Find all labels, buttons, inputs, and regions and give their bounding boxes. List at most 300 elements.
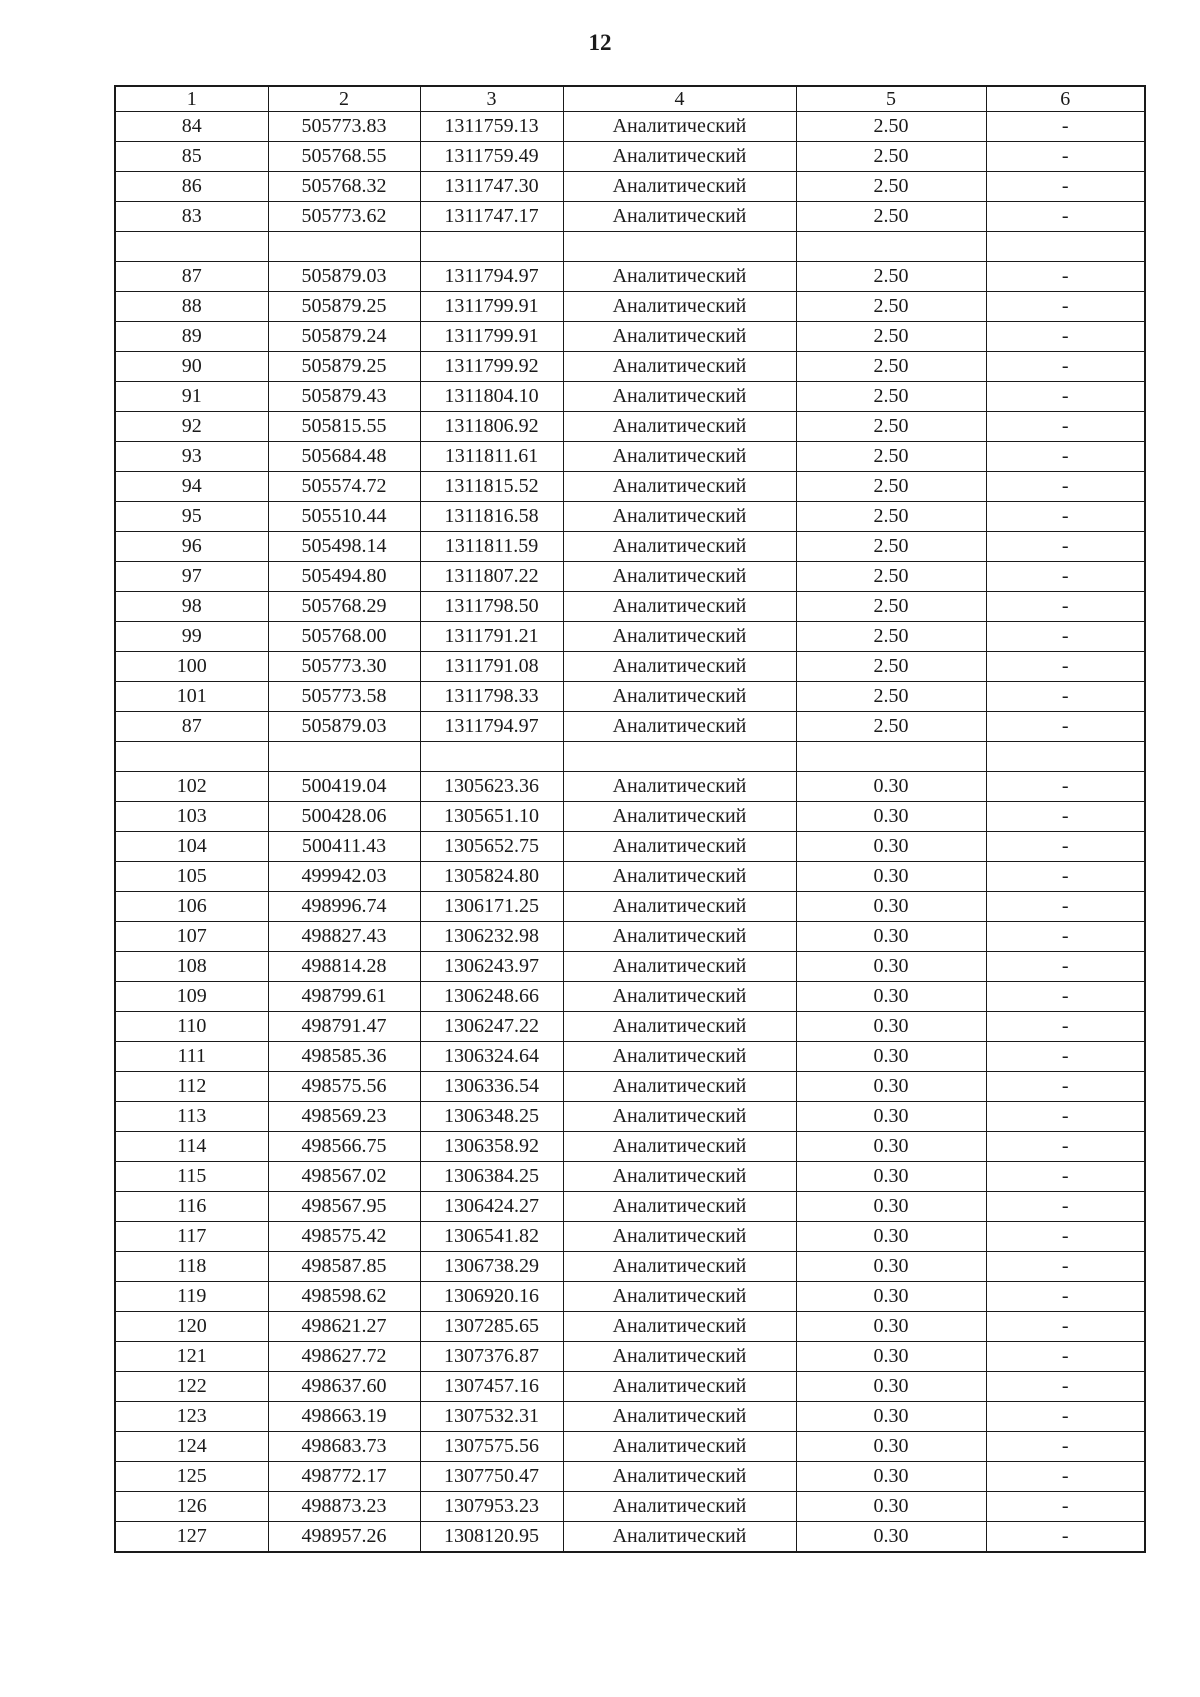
table-row (115, 982, 1145, 1012)
table-cell: 1311791.08 (420, 652, 563, 682)
table-cell: 498598.62 (268, 1282, 420, 1312)
table-cell: 505879.25 (268, 292, 420, 322)
table-cell: 1306358.92 (420, 1132, 563, 1162)
table-cell: - (986, 1012, 1145, 1042)
table-row (115, 1192, 1145, 1222)
table-cell: Аналитический (563, 1492, 796, 1522)
column-header: 3 (420, 86, 563, 112)
table-cell: - (986, 1492, 1145, 1522)
table-row (115, 172, 1145, 202)
table-cell: 0.30 (796, 982, 986, 1012)
table-cell: - (986, 532, 1145, 562)
table-cell: 498627.72 (268, 1342, 420, 1372)
table-cell: 498637.60 (268, 1372, 420, 1402)
table-cell: 86 (115, 172, 268, 202)
table-cell: 118 (115, 1252, 268, 1282)
table-cell: 95 (115, 502, 268, 532)
table-row (115, 712, 1145, 742)
table-cell: 0.30 (796, 892, 986, 922)
table-cell: 0.30 (796, 772, 986, 802)
table-cell: Аналитический (563, 622, 796, 652)
table-cell: 1311798.33 (420, 682, 563, 712)
table-cell: 108 (115, 952, 268, 982)
table-cell: 2.50 (796, 352, 986, 382)
table-cell: Аналитический (563, 892, 796, 922)
table-cell: 1311807.22 (420, 562, 563, 592)
table-cell: 505879.03 (268, 262, 420, 292)
table-cell: - (986, 832, 1145, 862)
table-row (115, 382, 1145, 412)
table-row (115, 262, 1145, 292)
table-cell: 1311806.92 (420, 412, 563, 442)
table-cell: Аналитический (563, 832, 796, 862)
table-cell: 1311799.91 (420, 292, 563, 322)
table-cell: 90 (115, 352, 268, 382)
table-cell: Аналитический (563, 862, 796, 892)
table-cell: 119 (115, 1282, 268, 1312)
table-cell: 93 (115, 442, 268, 472)
table-cell: - (986, 352, 1145, 382)
table-cell: - (986, 472, 1145, 502)
table-row (115, 802, 1145, 832)
table-cell: - (986, 802, 1145, 832)
table-cell: 498587.85 (268, 1252, 420, 1282)
table-cell: 1306541.82 (420, 1222, 563, 1252)
table-cell: 2.50 (796, 202, 986, 232)
table-cell: 0.30 (796, 1312, 986, 1342)
table-cell: 1306384.25 (420, 1162, 563, 1192)
table-cell: Аналитический (563, 1312, 796, 1342)
table-cell (563, 742, 796, 772)
table-cell: 1306738.29 (420, 1252, 563, 1282)
table-cell: 1311798.50 (420, 592, 563, 622)
table-row (115, 292, 1145, 322)
table-cell: - (986, 772, 1145, 802)
table-cell: 91 (115, 382, 268, 412)
table-cell: Аналитический (563, 442, 796, 472)
table-cell: 2.50 (796, 472, 986, 502)
column-header: 4 (563, 86, 796, 112)
table-row (115, 202, 1145, 232)
table-cell: Аналитический (563, 1252, 796, 1282)
table-cell: 0.30 (796, 1402, 986, 1432)
table-cell: 1311815.52 (420, 472, 563, 502)
table-cell: 111 (115, 1042, 268, 1072)
table-cell (115, 232, 268, 262)
table-cell: - (986, 1432, 1145, 1462)
table-cell: 505879.25 (268, 352, 420, 382)
table-cell: Аналитический (563, 712, 796, 742)
table-cell: 0.30 (796, 1282, 986, 1312)
table-cell: - (986, 1102, 1145, 1132)
table-cell: 1311799.91 (420, 322, 563, 352)
table-cell: 127 (115, 1522, 268, 1553)
table-cell: 498663.19 (268, 1402, 420, 1432)
table-cell: 1311799.92 (420, 352, 563, 382)
table-row (115, 1372, 1145, 1402)
table-cell (986, 742, 1145, 772)
table-header-row (115, 86, 1145, 112)
table-cell: 1306171.25 (420, 892, 563, 922)
table-cell: 1305623.36 (420, 772, 563, 802)
table-cell: 89 (115, 322, 268, 352)
table-row (115, 652, 1145, 682)
table-cell: 498791.47 (268, 1012, 420, 1042)
table-cell: 2.50 (796, 652, 986, 682)
table-row (115, 1522, 1145, 1553)
table-cell: 113 (115, 1102, 268, 1132)
table-cell: - (986, 442, 1145, 472)
table-cell: Аналитический (563, 682, 796, 712)
table-cell: 114 (115, 1132, 268, 1162)
table-cell: 1306920.16 (420, 1282, 563, 1312)
table-cell: 122 (115, 1372, 268, 1402)
table-cell: Аналитический (563, 472, 796, 502)
table-cell: 1307457.16 (420, 1372, 563, 1402)
table-cell: 505768.00 (268, 622, 420, 652)
table-cell: 498569.23 (268, 1102, 420, 1132)
table-cell: 2.50 (796, 412, 986, 442)
table-row (115, 862, 1145, 892)
table-cell: - (986, 922, 1145, 952)
table-cell: 500411.43 (268, 832, 420, 862)
table-cell: Аналитический (563, 1192, 796, 1222)
column-header: 5 (796, 86, 986, 112)
table-cell: 1306243.97 (420, 952, 563, 982)
table-row (115, 682, 1145, 712)
table-cell: 505773.62 (268, 202, 420, 232)
table-cell: 498799.61 (268, 982, 420, 1012)
table-row (115, 1462, 1145, 1492)
table-cell: 102 (115, 772, 268, 802)
table-cell: - (986, 652, 1145, 682)
table-cell: - (986, 892, 1145, 922)
table-cell: - (986, 262, 1145, 292)
table-cell: - (986, 502, 1145, 532)
table-cell: - (986, 112, 1145, 142)
table-cell: Аналитический (563, 382, 796, 412)
table-cell: 0.30 (796, 1162, 986, 1192)
table-cell: 505768.32 (268, 172, 420, 202)
table-cell: Аналитический (563, 562, 796, 592)
table-cell: - (986, 1222, 1145, 1252)
table-cell: 87 (115, 712, 268, 742)
table-row (115, 1252, 1145, 1282)
table-cell: Аналитический (563, 112, 796, 142)
table-row (115, 1042, 1145, 1072)
table-cell: 505498.14 (268, 532, 420, 562)
table-cell: 0.30 (796, 862, 986, 892)
table-cell: 1306336.54 (420, 1072, 563, 1102)
table-cell: 2.50 (796, 322, 986, 352)
table-row (115, 1102, 1145, 1132)
table-cell: 1311759.13 (420, 112, 563, 142)
table-cell: Аналитический (563, 172, 796, 202)
table-row (115, 1282, 1145, 1312)
table-row (115, 922, 1145, 952)
table-cell: 2.50 (796, 562, 986, 592)
table-cell (268, 742, 420, 772)
table-cell: 498585.36 (268, 1042, 420, 1072)
table-cell: - (986, 1072, 1145, 1102)
table-cell: 123 (115, 1402, 268, 1432)
column-header: 6 (986, 86, 1145, 112)
table-cell: 505768.55 (268, 142, 420, 172)
table-cell: 505494.80 (268, 562, 420, 592)
table-row (115, 1312, 1145, 1342)
table-cell: - (986, 292, 1145, 322)
table-spacer-row (115, 232, 1145, 262)
table-cell (420, 232, 563, 262)
table-cell: Аналитический (563, 1372, 796, 1402)
table-cell: 125 (115, 1462, 268, 1492)
column-header: 1 (115, 86, 268, 112)
table-cell: 505773.58 (268, 682, 420, 712)
table-cell: 1307376.87 (420, 1342, 563, 1372)
table-cell: 1311794.97 (420, 712, 563, 742)
table-cell: Аналитический (563, 1222, 796, 1252)
table-row (115, 142, 1145, 172)
table-cell: 1311811.61 (420, 442, 563, 472)
table-cell: 1306424.27 (420, 1192, 563, 1222)
table-row (115, 412, 1145, 442)
table-cell: 0.30 (796, 952, 986, 982)
table-cell (563, 232, 796, 262)
table-cell: - (986, 562, 1145, 592)
table-spacer-row (115, 742, 1145, 772)
table-cell: 1311816.58 (420, 502, 563, 532)
table-cell: 0.30 (796, 1432, 986, 1462)
table-cell: - (986, 682, 1145, 712)
table-cell: - (986, 1462, 1145, 1492)
table-row (115, 442, 1145, 472)
table-cell: 498873.23 (268, 1492, 420, 1522)
table-row (115, 1222, 1145, 1252)
table-cell: 505768.29 (268, 592, 420, 622)
table-cell: 103 (115, 802, 268, 832)
table-cell: 0.30 (796, 832, 986, 862)
table-cell: 92 (115, 412, 268, 442)
table-cell: 120 (115, 1312, 268, 1342)
table-cell: Аналитический (563, 772, 796, 802)
table-cell: Аналитический (563, 592, 796, 622)
table-cell: 112 (115, 1072, 268, 1102)
table-cell: 498566.75 (268, 1132, 420, 1162)
table-cell: 505773.30 (268, 652, 420, 682)
table-cell: 110 (115, 1012, 268, 1042)
table-row (115, 622, 1145, 652)
table-cell: 1306324.64 (420, 1042, 563, 1072)
table-cell: 116 (115, 1192, 268, 1222)
table-cell: - (986, 202, 1145, 232)
table-cell: Аналитический (563, 1402, 796, 1432)
table-cell (796, 742, 986, 772)
table-row (115, 562, 1145, 592)
table-cell (115, 742, 268, 772)
table-cell: 106 (115, 892, 268, 922)
table-cell: 2.50 (796, 382, 986, 412)
table-cell: 505879.03 (268, 712, 420, 742)
table-cell: Аналитический (563, 1432, 796, 1462)
table-cell: - (986, 1282, 1145, 1312)
table-cell: 1307750.47 (420, 1462, 563, 1492)
table-row (115, 1342, 1145, 1372)
table-cell: 0.30 (796, 1252, 986, 1282)
table-cell: 1311747.17 (420, 202, 563, 232)
table-cell: 126 (115, 1492, 268, 1522)
table-cell: Аналитический (563, 1342, 796, 1372)
table-cell: 2.50 (796, 532, 986, 562)
table-cell: 498772.17 (268, 1462, 420, 1492)
table-cell: 124 (115, 1432, 268, 1462)
table-cell: 499942.03 (268, 862, 420, 892)
table-cell: 1305651.10 (420, 802, 563, 832)
table-cell: 498575.42 (268, 1222, 420, 1252)
table-row (115, 352, 1145, 382)
table-row (115, 832, 1145, 862)
table-row (115, 502, 1145, 532)
table-cell: Аналитический (563, 142, 796, 172)
table-cell: - (986, 1372, 1145, 1402)
table-cell: 2.50 (796, 142, 986, 172)
table-cell: 498683.73 (268, 1432, 420, 1462)
table-cell: 2.50 (796, 622, 986, 652)
table-cell: 115 (115, 1162, 268, 1192)
table-cell: 0.30 (796, 1462, 986, 1492)
table-cell: 2.50 (796, 262, 986, 292)
table-row (115, 322, 1145, 352)
table-cell: 505574.72 (268, 472, 420, 502)
table-cell: 1311759.49 (420, 142, 563, 172)
table-row (115, 1132, 1145, 1162)
table-cell: 505879.24 (268, 322, 420, 352)
table-cell: 84 (115, 112, 268, 142)
table-cell: 88 (115, 292, 268, 322)
table-cell (268, 232, 420, 262)
table-cell: 0.30 (796, 1372, 986, 1402)
table-cell: 498567.02 (268, 1162, 420, 1192)
table-cell: 0.30 (796, 802, 986, 832)
table-cell: 1306247.22 (420, 1012, 563, 1042)
table-cell: Аналитический (563, 322, 796, 352)
table-cell: Аналитический (563, 1162, 796, 1192)
table-row (115, 772, 1145, 802)
table-cell: 97 (115, 562, 268, 592)
table-cell: Аналитический (563, 1012, 796, 1042)
table-cell: Аналитический (563, 1282, 796, 1312)
table-cell: Аналитический (563, 922, 796, 952)
table-cell: Аналитический (563, 1462, 796, 1492)
table-cell: - (986, 1252, 1145, 1282)
table-cell: Аналитический (563, 1042, 796, 1072)
table-cell: 121 (115, 1342, 268, 1372)
table-cell: - (986, 1192, 1145, 1222)
table-cell: 109 (115, 982, 268, 1012)
table-cell: - (986, 1522, 1145, 1553)
table-cell: - (986, 1132, 1145, 1162)
table-cell: Аналитический (563, 412, 796, 442)
table-cell: 505879.43 (268, 382, 420, 412)
table-cell: 1306348.25 (420, 1102, 563, 1132)
table-cell: - (986, 712, 1145, 742)
table-cell (986, 232, 1145, 262)
table-cell: 96 (115, 532, 268, 562)
table-cell: - (986, 1162, 1145, 1192)
table-cell: 2.50 (796, 592, 986, 622)
table-cell: 2.50 (796, 292, 986, 322)
table-cell: Аналитический (563, 652, 796, 682)
table-body (115, 112, 1145, 1553)
table-row (115, 1402, 1145, 1432)
table-cell: 1311794.97 (420, 262, 563, 292)
table-cell: 0.30 (796, 1342, 986, 1372)
table-cell: - (986, 1402, 1145, 1432)
table-cell: 2.50 (796, 172, 986, 202)
table-cell: Аналитический (563, 502, 796, 532)
table-cell: - (986, 1312, 1145, 1342)
table-cell: Аналитический (563, 202, 796, 232)
table-cell: 0.30 (796, 1522, 986, 1553)
table-cell: - (986, 952, 1145, 982)
table-cell: 94 (115, 472, 268, 502)
table-cell: Аналитический (563, 292, 796, 322)
table-cell: 0.30 (796, 1132, 986, 1162)
table-cell: 1307285.65 (420, 1312, 563, 1342)
table-cell: 1308120.95 (420, 1522, 563, 1553)
table-cell: 0.30 (796, 1222, 986, 1252)
table-cell: 0.30 (796, 1012, 986, 1042)
table-cell: - (986, 382, 1145, 412)
table-cell: 0.30 (796, 1102, 986, 1132)
table-row (115, 112, 1145, 142)
table-cell: Аналитический (563, 532, 796, 562)
table-cell: Аналитический (563, 262, 796, 292)
table-cell: Аналитический (563, 352, 796, 382)
table-cell: 498827.43 (268, 922, 420, 952)
table-cell: 498567.95 (268, 1192, 420, 1222)
table-cell: 2.50 (796, 442, 986, 472)
table-cell: 498814.28 (268, 952, 420, 982)
table-cell: 87 (115, 262, 268, 292)
table-cell: Аналитический (563, 1522, 796, 1553)
table-cell: - (986, 1342, 1145, 1372)
table-cell: 500419.04 (268, 772, 420, 802)
table-cell: 505773.83 (268, 112, 420, 142)
table-cell: - (986, 322, 1145, 352)
table-cell: 1305652.75 (420, 832, 563, 862)
table-cell: 498621.27 (268, 1312, 420, 1342)
table-row (115, 1072, 1145, 1102)
table-cell: Аналитический (563, 982, 796, 1012)
table-row (115, 472, 1145, 502)
table-cell: 500428.06 (268, 802, 420, 832)
column-header: 2 (268, 86, 420, 112)
table-cell: 83 (115, 202, 268, 232)
table-row (115, 1492, 1145, 1522)
table-cell: 101 (115, 682, 268, 712)
table-cell: 1311811.59 (420, 532, 563, 562)
table-cell: 1311804.10 (420, 382, 563, 412)
table-cell: 0.30 (796, 1492, 986, 1522)
table-cell: 1306232.98 (420, 922, 563, 952)
table-cell: 104 (115, 832, 268, 862)
table-cell: 1306248.66 (420, 982, 563, 1012)
table-row (115, 1162, 1145, 1192)
table-cell: 0.30 (796, 922, 986, 952)
table-cell: 498957.26 (268, 1522, 420, 1553)
table-cell: - (986, 142, 1145, 172)
table-cell: 107 (115, 922, 268, 952)
